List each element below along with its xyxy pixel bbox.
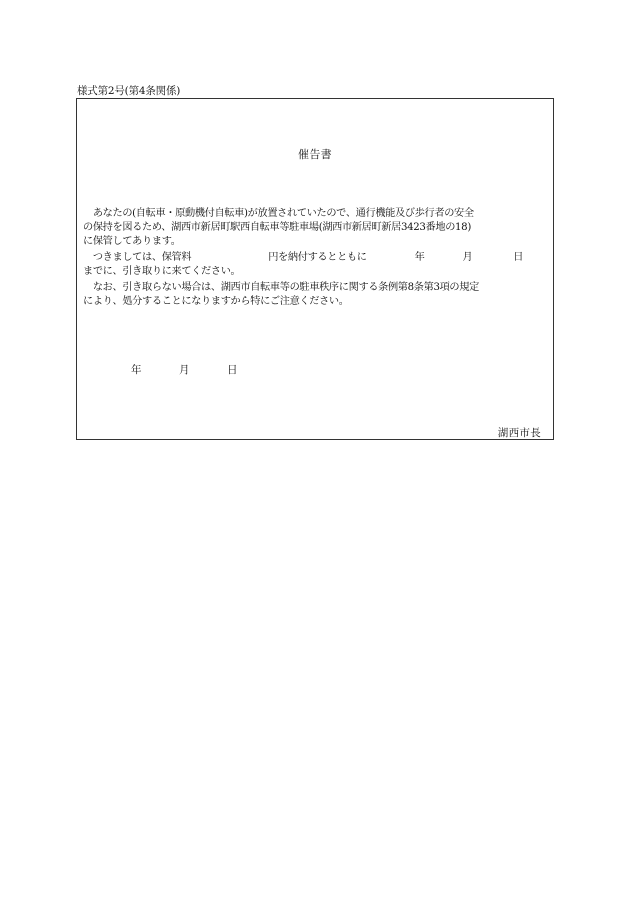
issue-year: 年 [131, 364, 142, 376]
deadline-year: 年 [414, 252, 425, 263]
paragraph-2-line-1 [83, 251, 549, 265]
form-number-label: 様式第2号(第4条関係) [77, 85, 181, 97]
deadline-month: 月 [462, 252, 473, 263]
notice-frame [76, 98, 554, 440]
paragraph-3-line-1: なお、引き取らない場合は、湖西市自転車等の駐車秩序に関する条例第8条第3項の規定 [83, 282, 479, 293]
issue-day: 日 [227, 364, 238, 376]
storage-fee-text: つきましては、保管料 [83, 252, 192, 263]
document-title: 催告書 [298, 148, 332, 161]
payment-text: 円を納付するとともに [268, 252, 367, 263]
issue-month: 月 [179, 364, 190, 376]
paragraph-3-line-2: により、処分することになりますから特にご注意ください。 [83, 296, 349, 307]
paragraph-1-line-3: に保管してあります。 [83, 236, 181, 247]
deadline-day: 日 [513, 252, 524, 263]
signer-mayor: 湖西市長 [497, 427, 541, 439]
paragraph-2-line-2: までに、引き取りに来てください。 [83, 266, 241, 277]
paragraph-1-line-1: あなたの(自転車・原動機付自転車)が放置されていたので、通行機能及び歩行者の安全 [83, 208, 474, 219]
paragraph-1-line-2: の保持を図るため、湖西市新居町駅西自転車等駐車場(湖西市新居町新居3423番地の18) [83, 222, 471, 233]
